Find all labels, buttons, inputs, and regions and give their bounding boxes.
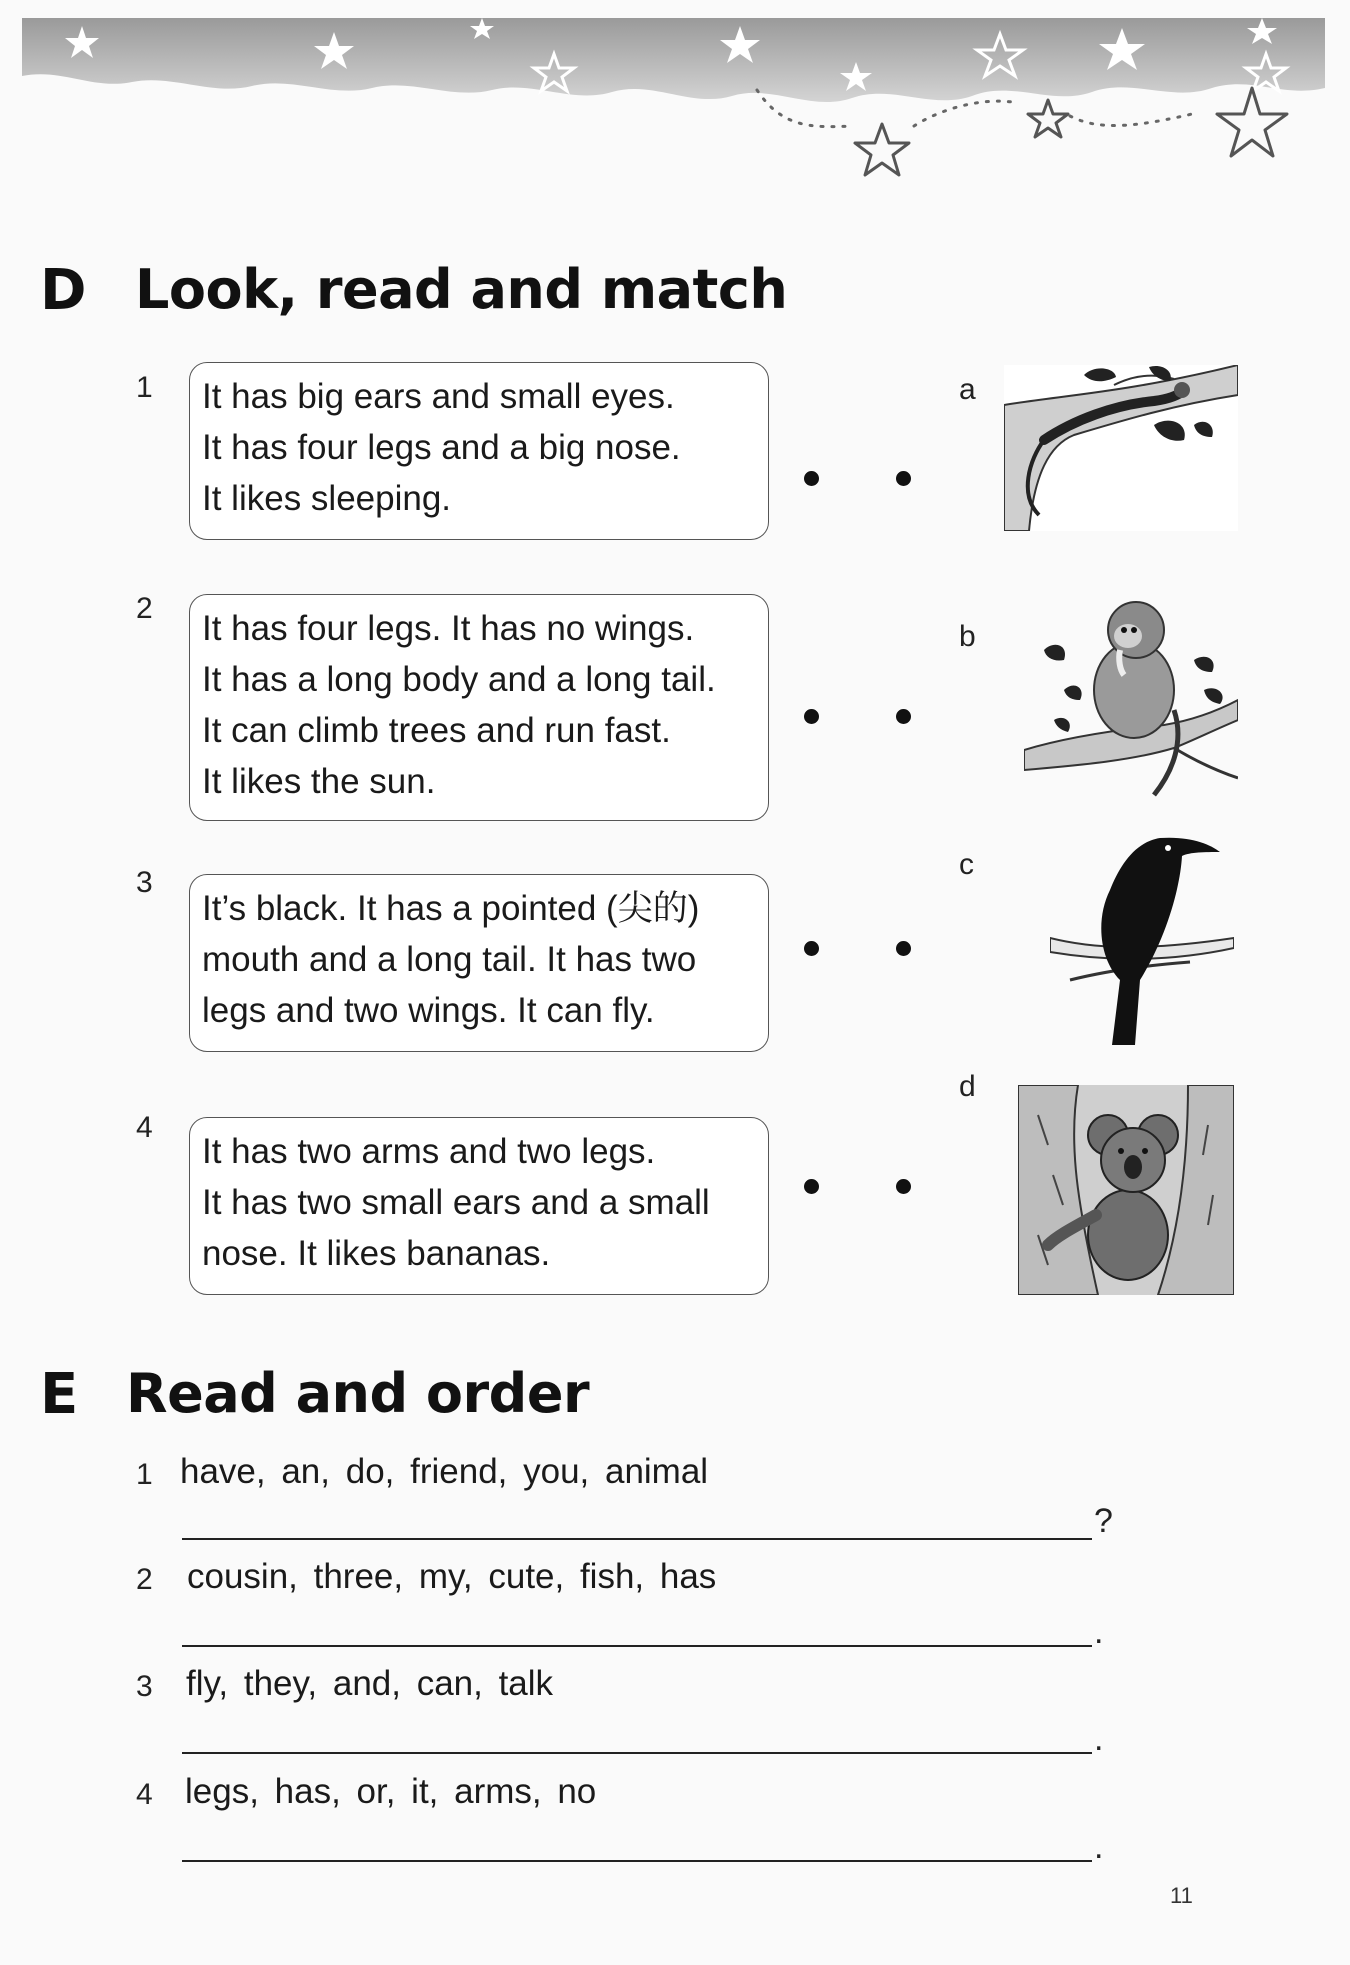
- answer-punctuation: .: [1094, 1828, 1104, 1866]
- match-dot-left-4[interactable]: [804, 1179, 819, 1194]
- order-item-number: 3: [136, 1670, 153, 1703]
- order-item-number: 2: [136, 1563, 153, 1596]
- match-dot-right-1[interactable]: [896, 471, 911, 486]
- clue-line: It has two small ears and a small: [202, 1183, 710, 1222]
- order-word-list: cousin, three, my, cute, fish, has: [187, 1557, 717, 1596]
- match-dot-left-1[interactable]: [804, 471, 819, 486]
- outline-star-2: [1028, 100, 1068, 137]
- answer-line[interactable]: [182, 1538, 1092, 1540]
- match-dot-right-3[interactable]: [896, 941, 911, 956]
- order-word-list: have, an, do, friend, you, animal: [180, 1452, 709, 1491]
- starry-banner: [22, 18, 1325, 228]
- page-number: 11: [1170, 1883, 1193, 1908]
- clue-box-3: [189, 874, 769, 1052]
- match-dot-left-2[interactable]: [804, 709, 819, 724]
- item-number: 3: [136, 866, 153, 899]
- answer-line[interactable]: [182, 1860, 1092, 1862]
- clue-box-4: [189, 1117, 769, 1295]
- clue-line: It can climb trees and run fast.: [202, 711, 671, 750]
- clue-line: It has big ears and small eyes.: [202, 377, 675, 416]
- order-word-list: legs, has, or, it, arms, no: [185, 1772, 597, 1811]
- clue-line: It’s black. It has a pointed (尖的): [202, 889, 700, 928]
- order-item-number: 1: [136, 1458, 153, 1491]
- black-bird-on-branch-icon: [1050, 830, 1234, 1048]
- answer-punctuation: .: [1094, 1720, 1104, 1758]
- picture-letter-d: d: [959, 1070, 976, 1103]
- section-e-letter: E: [40, 1362, 79, 1427]
- match-dot-right-4[interactable]: [896, 1179, 911, 1194]
- clue-line: It likes the sun.: [202, 762, 436, 801]
- clue-box-1: [189, 362, 769, 540]
- item-number: 2: [136, 592, 153, 625]
- clue-line: It has two arms and two legs.: [202, 1132, 656, 1171]
- picture-letter-b: b: [959, 620, 976, 653]
- match-dot-left-3[interactable]: [804, 941, 819, 956]
- outline-star-3: [1217, 88, 1287, 156]
- clue-line: It likes sleeping.: [202, 479, 452, 518]
- clue-line: nose. It likes bananas.: [202, 1234, 551, 1273]
- answer-line[interactable]: [182, 1752, 1092, 1754]
- item-number: 1: [136, 371, 153, 404]
- answer-punctuation: .: [1094, 1613, 1104, 1651]
- koala-in-tree-icon: [1018, 1085, 1234, 1295]
- clue-line: mouth and a long tail. It has two: [202, 940, 697, 979]
- outline-star-1: [855, 124, 909, 175]
- clue-line: It has a long body and a long tail.: [202, 660, 716, 699]
- match-dot-right-2[interactable]: [896, 709, 911, 724]
- answer-punctuation: ?: [1094, 1502, 1113, 1540]
- section-d-title: Look, read and match: [135, 258, 788, 321]
- item-number: 4: [136, 1111, 153, 1144]
- order-word-list: fly, they, and, can, talk: [186, 1664, 554, 1703]
- picture-letter-c: c: [959, 848, 974, 881]
- clue-box-2: [189, 594, 769, 821]
- section-d-letter: D: [40, 258, 87, 323]
- lizard-on-branch-icon: [1004, 365, 1238, 531]
- monkey-eating-banana-icon: [1024, 590, 1238, 798]
- clue-line: It has four legs and a big nose.: [202, 428, 681, 467]
- picture-letter-a: a: [959, 373, 976, 406]
- order-item-number: 4: [136, 1778, 153, 1811]
- answer-line[interactable]: [182, 1645, 1092, 1647]
- section-e-title: Read and order: [126, 1362, 590, 1425]
- clue-line: It has four legs. It has no wings.: [202, 609, 695, 648]
- clue-line: legs and two wings. It can fly.: [202, 991, 655, 1030]
